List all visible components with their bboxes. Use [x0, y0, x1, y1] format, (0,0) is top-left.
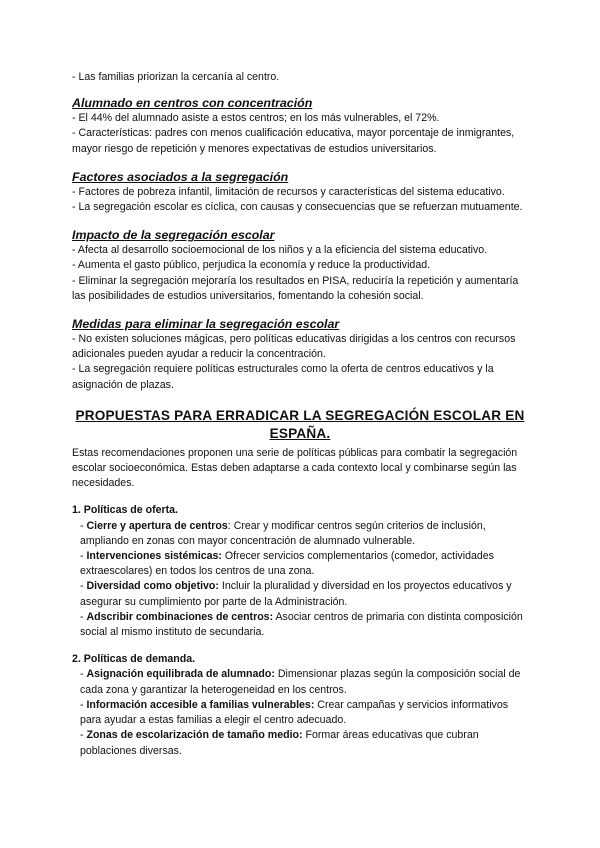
section-impacto	[72, 227, 528, 304]
policy-heading: 2. Políticas de demanda.	[72, 653, 196, 666]
policy-item: - Zonas de escolarización de tamaño medio: Formar áreas educativas que cubran poblaciones diversas.	[80, 729, 479, 757]
bullet-item: - El 44% del alumnado asiste a estos centros; en los más vulnerables, el 72%.	[72, 112, 440, 125]
main-intro: Estas recomendaciones proponen una serie de políticas públicas para combatir la segregación escolar socioeconómica. Estas deben adaptarse a cada contexto local y combinarse según las necesidades.	[72, 446, 518, 490]
policy-item: - Asignación equilibrada de alumnado: Dimensionar plazas según la composición social de cada zona y garantizar la heterogeneidad en los centros.	[80, 668, 521, 696]
policy-term: Información accesible a familias vulnerables:	[86, 698, 315, 711]
policy-heading: 1. Políticas de oferta.	[72, 504, 178, 517]
bullet-item: - La segregación escolar es cíclica, con causas y consecuencias que se refuerzan mutuamente.	[72, 201, 523, 214]
policy-text: Ofrecer servicios complementarios (comedor, actividades extraescolares) en todos los centros de una zona.	[80, 550, 494, 578]
policy-term: Cierre y apertura de centros	[86, 519, 228, 532]
section-title: Medidas para eliminar la segregación escolar	[72, 317, 340, 332]
policy-term: Adscribir combinaciones de centros:	[86, 610, 274, 623]
policy-text: Asociar centros de primaria con distinta composición social al mismo instituto de secundaria.	[80, 610, 523, 639]
section-alumnado	[72, 95, 528, 157]
policy-sep: :	[227, 519, 234, 532]
intro-line: - Las familias priorizan la cercanía al centro.	[72, 71, 280, 83]
policies-demanda	[72, 652, 528, 758]
policy-term: Intervenciones sistémicas:	[86, 550, 222, 563]
policy-item: - Diversidad como objetivo: Incluir la pluralidad y diversidad en los proyectos educativos y asegurar su cumplimiento por parte de la Administración.	[80, 580, 512, 608]
policy-item: - Adscribir combinaciones de centros: Asociar centros de primaria con distinta composición social al mismo instituto de secundaria.	[80, 610, 523, 639]
bullet-item: - Factores de pobreza infantil, limitación de recursos y características del sistema educativo.	[72, 185, 505, 198]
policy-term: Diversidad como objetivo:	[86, 580, 219, 593]
main-title: PROPUESTAS PARA ERRADICAR LA SEGREGACIÓN ESCOLAR EN ESPAÑA.	[75, 407, 525, 441]
section-title: Factores asociados a la segregación	[72, 169, 289, 184]
policy-item: - Información accesible a familias vulnerables: Crear campañas y servicios informativos para ayudar a estas familias a elegir el centro adecuado.	[80, 698, 509, 727]
policy-text: Crear campañas y servicios informativos para ayudar a estas familias a elegir el centro adecuado.	[80, 698, 509, 727]
bullet-item: - Eliminar la segregación mejoraría los resultados en PISA, reduciría la repetición y aumentaría las posibilidades de estudios universitarios, fomentando la cohesión social.	[72, 274, 519, 302]
section-title: Alumnado en centros con concentración	[72, 96, 313, 111]
policy-term: Zonas de escolarización de tamaño medio:	[86, 729, 303, 742]
policy-text: Incluir la pluralidad y diversidad en los proyectos educativos y asegurar su cumplimiento por parte de la Administración.	[80, 580, 512, 608]
section-medidas	[72, 316, 528, 393]
bullet-item: - Afecta al desarrollo socioemocional de los niños y a la eficiencia del sistema educativo.	[72, 244, 488, 257]
policy-item: - Intervenciones sistémicas: Ofrecer servicios complementarios (comedor, actividades extraescolares) en todos los centros de una zona.	[80, 550, 494, 578]
section-factores	[72, 169, 528, 215]
section-title: Impacto de la segregación escolar	[72, 228, 275, 243]
policies-oferta	[72, 503, 528, 640]
policy-text: Formar áreas educativas que cubran poblaciones diversas.	[80, 729, 479, 757]
policy-item: - Cierre y apertura de centros: Crear y modificar centros según criterios de inclusión, ampliando en zonas con mayor concentración de alumnado vulnerable.	[80, 519, 486, 547]
bullet-item: - No existen soluciones mágicas, pero políticas educativas dirigidas a los centros con recursos adicionales pueden ayudar a reducir la concentración.	[72, 333, 516, 361]
bullet-item: - La segregación requiere políticas estructurales como la oferta de centros educativos y la asignación de plazas.	[72, 363, 494, 391]
bullet-item: - Aumenta el gasto público, perjudica la economía y reduce la productividad.	[72, 259, 431, 272]
policy-text: Dimensionar plazas según la composición social de cada zona y garantizar la heterogeneidad en los centros.	[80, 668, 521, 696]
policy-term: Asignación equilibrada de alumnado:	[86, 668, 275, 681]
bullet-item: - Características: padres con menos cualificación educativa, mayor porcentaje de inmigrantes, mayor riesgo de repetición y menores expectativas de estudios universitarios.	[72, 127, 515, 155]
policy-text: Crear y modificar centros según criterios de inclusión, ampliando en zonas con mayor concentración de alumnado vulnerable.	[80, 519, 486, 547]
